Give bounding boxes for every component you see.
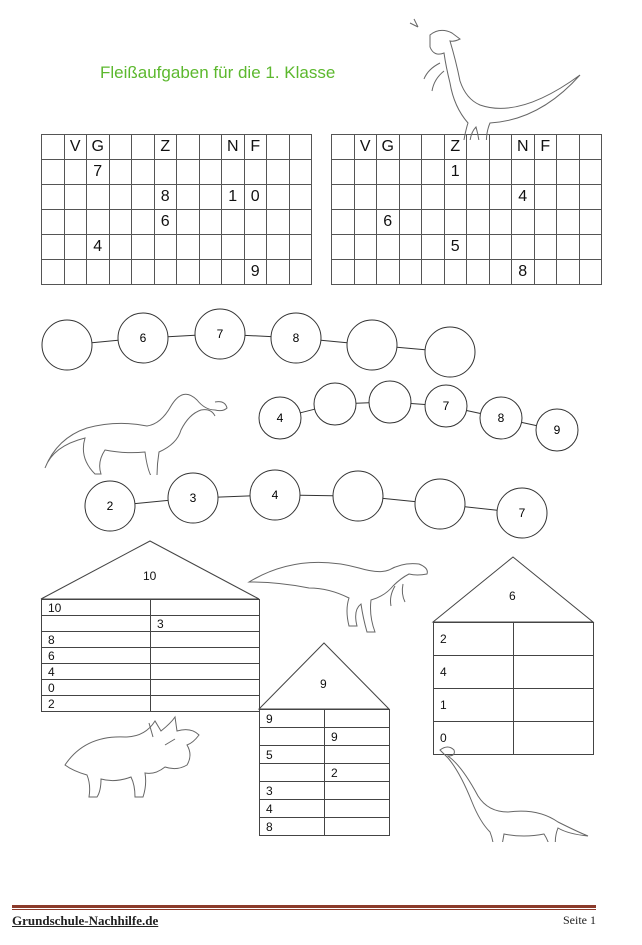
grid-cell: 6: [377, 210, 400, 235]
house-cell: [260, 728, 325, 746]
grid-header-cell: N: [512, 135, 535, 160]
house-cell: 9: [260, 710, 325, 728]
house-cell: [514, 689, 594, 722]
grid-cell: 5: [444, 235, 467, 260]
grid-cell: 8: [512, 260, 535, 285]
dinosaur-longneck-right-illustration: [430, 742, 595, 842]
house-cell: 6: [42, 648, 151, 664]
chain-circle-number: 7: [216, 327, 224, 341]
house-row: [434, 656, 594, 689]
chain-circle-number: 4: [276, 411, 284, 425]
house-cell: 3: [260, 782, 325, 800]
house-row: [260, 818, 390, 836]
house-cell: 0: [42, 680, 151, 696]
house-cell: [325, 710, 390, 728]
chain-circle-number: 6: [139, 331, 147, 345]
grid-cell: 8: [154, 185, 177, 210]
worksheet-title: Fleißaufgaben für die 1. Klasse: [100, 63, 336, 82]
footer-rule-thick: [12, 905, 596, 908]
grid-cell: 4: [512, 185, 535, 210]
house-cell: 2: [434, 623, 514, 656]
house-cell: [325, 818, 390, 836]
house-cell: 8: [42, 632, 151, 648]
house-cell: 3: [151, 616, 260, 632]
grid-cell: 4: [87, 235, 110, 260]
house-row: [42, 616, 260, 632]
house-row: [434, 689, 594, 722]
house-mid-table: [259, 709, 390, 836]
dinosaur-raptor-middle-illustration: [245, 548, 435, 643]
house-cell: 10: [42, 600, 151, 616]
chain-circle-number: 2: [106, 499, 114, 513]
house-cell: 8: [260, 818, 325, 836]
footer-rule-thin: [12, 909, 596, 910]
house-cell: [514, 623, 594, 656]
house-row: [42, 600, 260, 616]
grid-header-cell: N: [222, 135, 245, 160]
house-cell: 5: [260, 746, 325, 764]
chain-circle-number: 7: [518, 506, 526, 520]
grid-cell: 6: [154, 210, 177, 235]
chain-circle-number: 4: [271, 488, 279, 502]
house-cell: 9: [325, 728, 390, 746]
house-row: [42, 632, 260, 648]
house-cell: [151, 600, 260, 616]
house-row: [260, 728, 390, 746]
house-cell: [42, 616, 151, 632]
house-cell: [325, 800, 390, 818]
grid-header-cell: Z: [154, 135, 177, 160]
house-row: [42, 648, 260, 664]
house-cell: [151, 664, 260, 680]
house-right-roof-number: 6: [509, 589, 516, 603]
house-left-roof-number: 10: [143, 569, 157, 583]
house-row: [42, 680, 260, 696]
house-row: [42, 664, 260, 680]
grid-header-cell: G: [377, 135, 400, 160]
house-cell: 4: [260, 800, 325, 818]
house-cell: [514, 656, 594, 689]
grid-header-cell: V: [64, 135, 87, 160]
house-cell: 0: [434, 722, 514, 755]
house-cell: [151, 632, 260, 648]
dinosaur-top-right-illustration: [400, 15, 590, 140]
house-row: [260, 764, 390, 782]
grid-cell: 0: [244, 185, 267, 210]
grid-header-cell: G: [87, 135, 110, 160]
house-row: [260, 710, 390, 728]
footer-site-link[interactable]: Grundschule-Nachhilfe.de: [12, 913, 159, 928]
house-row: [260, 782, 390, 800]
grid-cell: 9: [244, 260, 267, 285]
house-cell: 1: [434, 689, 514, 722]
house-cell: 4: [42, 664, 151, 680]
house-left-table: [41, 599, 260, 712]
grid-header-cell: F: [244, 135, 267, 160]
grid-cell: 1: [222, 185, 245, 210]
grid-cell: 1: [444, 160, 467, 185]
grid-header-cell: F: [534, 135, 557, 160]
house-row: [42, 696, 260, 712]
house-cell: [151, 696, 260, 712]
house-row: [260, 800, 390, 818]
chain-circle-number: 9: [553, 423, 561, 437]
grid-header-cell: V: [354, 135, 377, 160]
dinosaur-triceratops-illustration: [55, 715, 205, 815]
chain-circle-number: 8: [292, 331, 300, 345]
house-cell: [151, 680, 260, 696]
chain-circle-number: 7: [442, 399, 450, 413]
house-cell: [260, 764, 325, 782]
house-mid-roof: [259, 643, 389, 709]
chain-circle-number: 8: [497, 411, 505, 425]
house-cell: [325, 782, 390, 800]
house-right-table: [433, 622, 594, 755]
grid-header-cell: Z: [444, 135, 467, 160]
house-row: [260, 746, 390, 764]
house-cell: 2: [325, 764, 390, 782]
grid-cell: 7: [87, 160, 110, 185]
chain-circle-number: 3: [189, 491, 197, 505]
house-cell: [325, 746, 390, 764]
house-cell: [151, 648, 260, 664]
house-cell: 2: [42, 696, 151, 712]
house-row: [434, 623, 594, 656]
footer-page-number: Seite 1: [563, 913, 596, 927]
house-cell: 4: [434, 656, 514, 689]
dinosaur-longneck-left-illustration: [40, 380, 230, 475]
house-mid-roof-number: 9: [320, 677, 327, 691]
